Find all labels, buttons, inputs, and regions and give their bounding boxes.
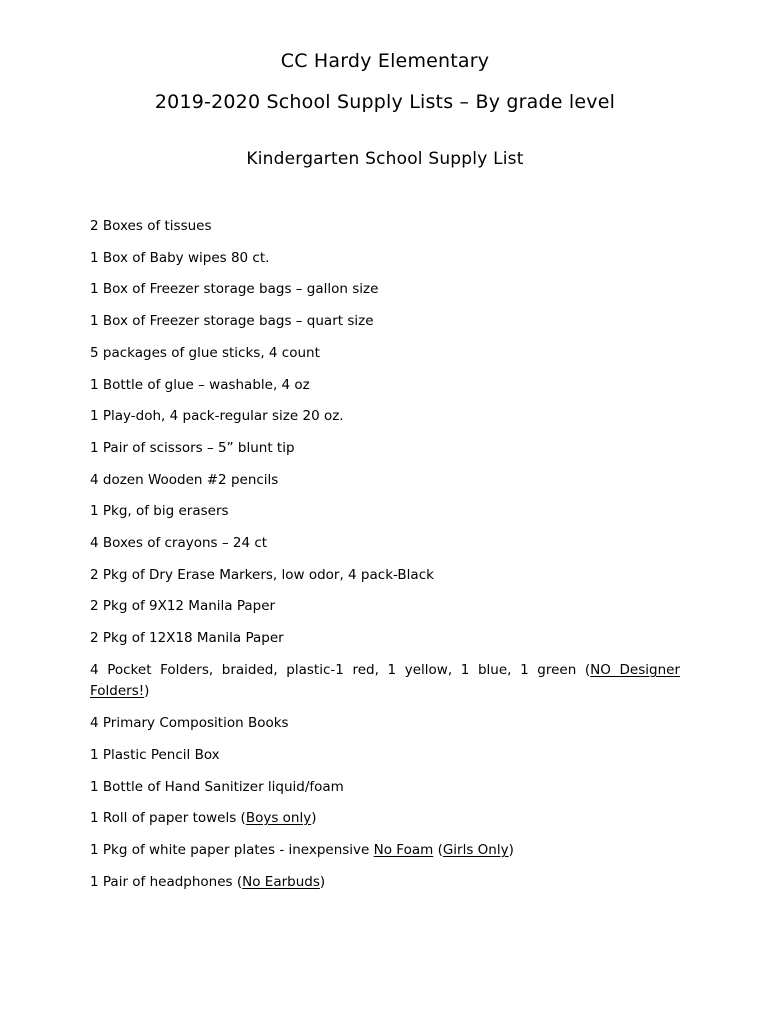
note-underlined: NO Designer Folders! bbox=[90, 662, 680, 699]
list-item: 2 Pkg of Dry Erase Markers, low odor, 4 pack-Black bbox=[90, 567, 434, 583]
list-item: 2 Pkg of 12X18 Manila Paper bbox=[90, 630, 284, 646]
note-underlined: No Foam bbox=[373, 842, 434, 858]
list-item: 1 Box of Freezer storage bags – gallon size bbox=[90, 281, 379, 297]
list-item: 5 packages of glue sticks, 4 count bbox=[90, 345, 320, 361]
document-subtitle: 2019-2020 School Supply Lists – By grade level bbox=[154, 91, 616, 113]
note-underlined: Boys only bbox=[245, 810, 312, 826]
list-item: 1 Roll of paper towels (Boys only) bbox=[90, 810, 317, 826]
list-item: 1 Pair of headphones (No Earbuds) bbox=[90, 874, 326, 890]
list-item: 1 Box of Baby wipes 80 ct. bbox=[90, 250, 270, 266]
list-item: 1 Plastic Pencil Box bbox=[90, 747, 220, 763]
list-item: 4 Pocket Folders, braided, plastic-1 red, 1 yellow, 1 blue, 1 green (NO Designer Folders!) bbox=[90, 662, 680, 699]
list-item: 1 Pkg, of big erasers bbox=[90, 503, 229, 519]
list-item: 1 Play-doh, 4 pack-regular size 20 oz. bbox=[90, 408, 344, 424]
note-underlined: No Earbuds bbox=[242, 874, 320, 890]
list-item: 1 Bottle of glue – washable, 4 oz bbox=[90, 377, 310, 393]
list-item: 2 Pkg of 9X12 Manila Paper bbox=[90, 598, 276, 614]
list-item: 1 Pkg of white paper plates - inexpensive No Foam (Girls Only) bbox=[90, 842, 514, 858]
list-item: 1 Pair of scissors – 5” blunt tip bbox=[90, 440, 295, 456]
list-item: 4 Boxes of crayons – 24 ct bbox=[90, 535, 268, 551]
list-item: 1 Bottle of Hand Sanitizer liquid/foam bbox=[90, 779, 344, 795]
list-item: 1 Box of Freezer storage bags – quart size bbox=[90, 313, 374, 329]
list-title: Kindergarten School Supply List bbox=[246, 149, 524, 169]
list-item: 4 dozen Wooden #2 pencils bbox=[90, 472, 279, 488]
school-name: CC Hardy Elementary bbox=[280, 50, 490, 72]
list-item: 4 Primary Composition Books bbox=[90, 715, 289, 731]
list-item: 2 Boxes of tissues bbox=[90, 218, 212, 234]
note-underlined: Girls Only bbox=[442, 842, 509, 858]
